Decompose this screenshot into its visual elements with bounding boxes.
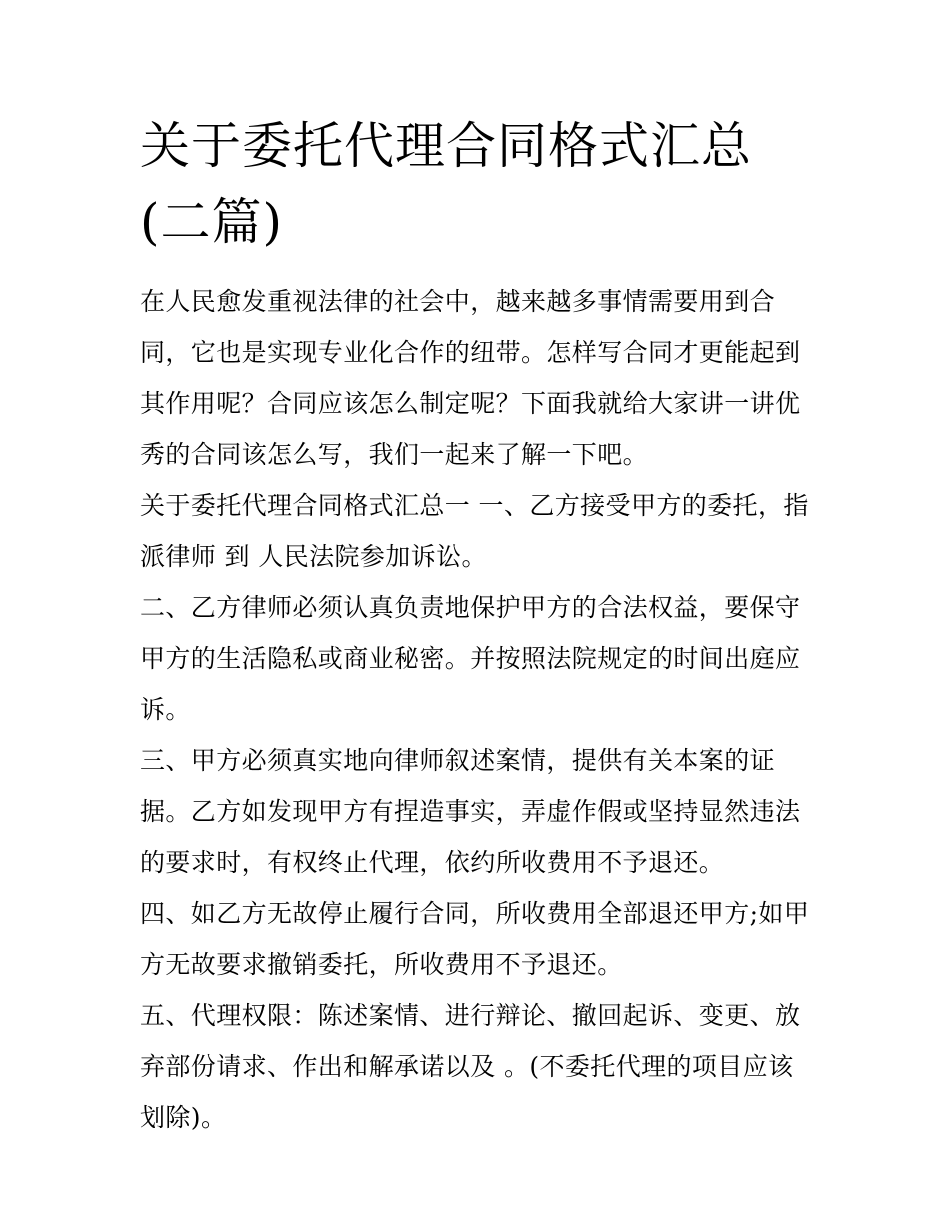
document-body [140,276,816,1143]
paragraph-clause-2: 二、乙方律师必须认真负责地保护甲方的合法权益，要保守甲方的生活隐私或商业秘密。并按照法院规定的时间出庭应诉。 [140,593,801,724]
paragraph-intro: 在人民愈发重视法律的社会中，越来越多事情需要用到合同，它也是实现专业化合作的纽带。怎样写合同才更能起到其作用呢？合同应该怎么制定呢？下面我就给大家讲一讲优秀的合同该怎么写，我们一起来了解一下吧。 [140,287,801,469]
paragraph-clause-1: 关于委托代理合同格式汇总一 一、乙方接受甲方的委托，指派律师 到 人民法院参加诉讼。 [140,491,809,571]
paragraph-clause-4: 四、如乙方无故停止履行合同，所收费用全部退还甲方;如甲方无故要求撤销委托，所收费用不予退还。 [140,899,810,979]
paragraph-clause-5: 五、代理权限：陈述案情、进行辩论、撤回起诉、变更、放弃部份请求、作出和解承诺以及 。(不委托代理的项目应该划除)。 [140,1001,801,1132]
paragraph-clause-3: 三、甲方必须真实地向律师叙述案情，提供有关本案的证据。乙方如发现甲方有捏造事实，弄虚作假或坚持显然违法的要求时，有权终止代理，依约所收费用不予退还。 [140,746,801,877]
document-title: 关于委托代理合同格式汇总(二篇) [140,117,752,251]
